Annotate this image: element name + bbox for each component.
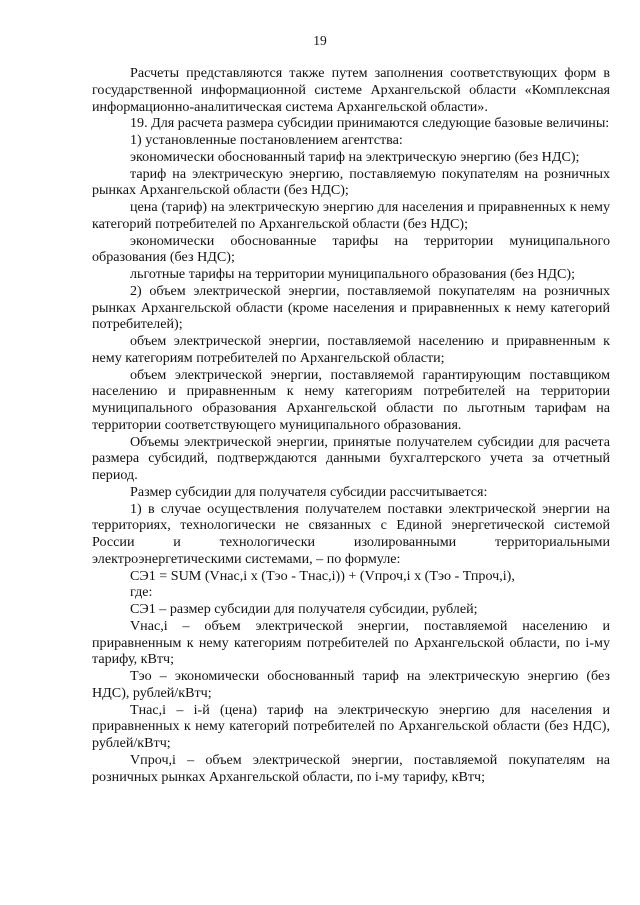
paragraph: СЭ1 = SUM (Vнас,i x (Тэо - Тнас,i)) + (Vпроч,i x (Тэо - Тпроч,i), [130, 567, 515, 584]
paragraph: объем электрической энергии, поставляемой гарантирующим поставщиком населению и приравненным к нему категориям потребителей на территории муниципального образования Архангельской области по льготным тарифам на территории соответствующего муниципального образования. [92, 366, 610, 433]
paragraph: 1) установленные постановлением агентства: [130, 132, 403, 148]
paragraph: где: [130, 584, 153, 601]
paragraph: Объемы электрической энергии, принятые получателем субсидии для расчета размера субсидий, подтверждаются данными бухгалтерского учета за отчетный период. [92, 433, 610, 483]
paragraph: объем электрической энергии, поставляемой населению и приравненным к нему категориям потребителей по Архангельской области; [92, 333, 610, 366]
paragraph: льготные тарифы на территории муниципального образования (без НДС); [130, 266, 576, 282]
paragraph: 1) в случае осуществления получателем поставки электрической энергии на территориях, технологически не связанных с Единой энергетической системой России и технологически изолированными территориальными электроэнергетическими системами, – по формуле: [92, 500, 610, 567]
paragraph: Тэо – экономически обоснованный тариф на электрическую энергию (без НДС), рублей/кВтч; [92, 668, 610, 701]
paragraph: Vнас,i – объем электрической энергии, поставляемой населению и приравненным к нему категориям потребителей по Архангельской области, по i-му тарифу, кВтч; [92, 617, 610, 668]
paragraph: Vпроч,i – объем электрической энергии, поставляемой покупателям на розничных рынках Архангельской области, по i-му тарифу, кВтч; [92, 751, 610, 785]
paragraph: тариф на электрическую энергию, поставляемую покупателям на розничных рынках Архангельской области (без НДС); [92, 165, 610, 199]
paragraph: Размер субсидии для получателя субсидии рассчитывается: [130, 483, 488, 500]
paragraph: 19. Для расчета размера субсидии принимаются следующие базовые величины: [130, 115, 610, 132]
paragraph: экономически обоснованный тариф на электрическую энергию (без НДС); [130, 148, 580, 165]
paragraph: цена (тариф) на электрическую энергию для населения и приравненных к нему категорий потребителей по Архангельской области (без НДС); [92, 199, 610, 232]
paragraph: экономически обоснованные тарифы на территории муниципального образования (без НДС); [92, 232, 610, 266]
paragraph: СЭ1 – размер субсидии для получателя субсидии, рублей; [130, 601, 478, 617]
page-number: 19 [313, 33, 327, 48]
document-body [92, 65, 610, 785]
paragraph: Расчеты представляются также путем заполнения соответствующих форм в государственной информационной системе Архангельской области «Комплексная информационно-аналитическая система Архангельской области». [92, 65, 610, 115]
paragraph: Тнас,i – i-й (цена) тариф на электрическую энергию для населения и приравненных к нему категорий потребителей по Архангельской области (без НДС), рублей/кВтч; [92, 701, 610, 751]
paragraph: 2) объем электрической энергии, поставляемой покупателям на розничных рынках Архангельской области (кроме населения и приравненных к нему категорий потребителей); [92, 282, 610, 333]
